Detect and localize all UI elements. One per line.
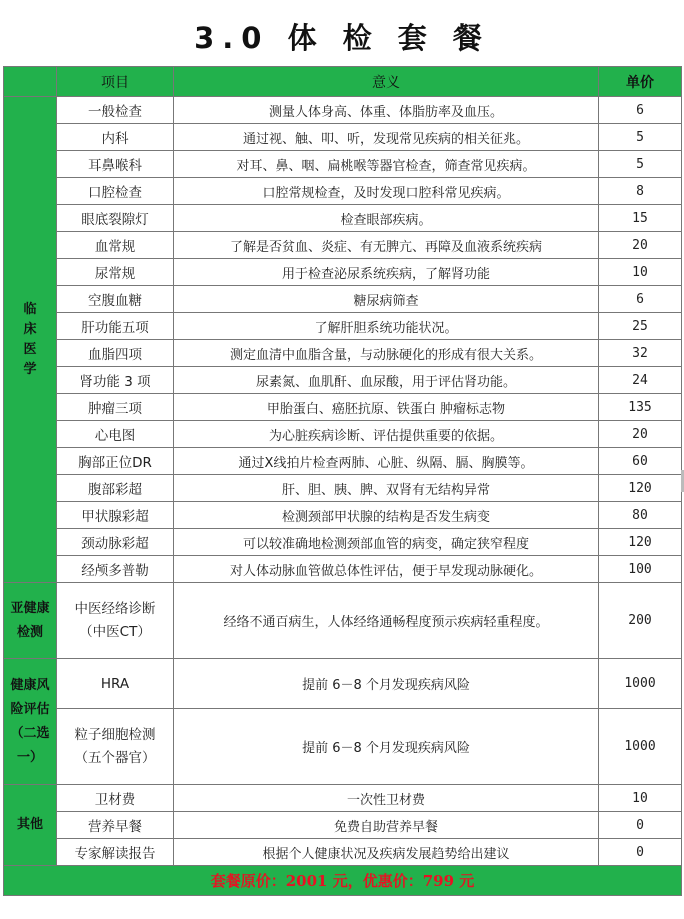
item-cell: 卫材费 bbox=[57, 785, 174, 812]
footer-row bbox=[4, 866, 682, 896]
price-cell: 10 bbox=[599, 259, 682, 286]
price-cell: 6 bbox=[599, 97, 682, 124]
meaning-cell: 一次性卫材费 bbox=[174, 785, 599, 812]
price-cell: 1000 bbox=[599, 659, 682, 709]
price-cell: 100 bbox=[599, 556, 682, 583]
item-cell: HRA bbox=[57, 659, 174, 709]
meaning-cell: 检测颈部甲状腺的结构是否发生病变 bbox=[174, 502, 599, 529]
item-cell bbox=[57, 709, 174, 785]
meaning-cell: 肝、胆、胰、脾、双肾有无结构异常 bbox=[174, 475, 599, 502]
table-row bbox=[4, 709, 682, 785]
item-cell: 血常规 bbox=[57, 232, 174, 259]
item-cell: 血脂四项 bbox=[57, 340, 174, 367]
meaning-cell: 对耳、鼻、咽、扁桃喉等器官检查，筛查常见疾病。 bbox=[174, 151, 599, 178]
table-row bbox=[4, 178, 682, 205]
item-cell bbox=[57, 583, 174, 659]
price-cell: 24 bbox=[599, 367, 682, 394]
header-price: 单价 bbox=[599, 67, 682, 97]
meaning-cell: 通过X线拍片检查两肺、心脏、纵隔、膈、胸膜等。 bbox=[174, 448, 599, 475]
meaning-cell: 根据个人健康状况及疾病发展趋势给出建议 bbox=[174, 839, 599, 866]
table-row bbox=[4, 340, 682, 367]
price-cell: 200 bbox=[599, 583, 682, 659]
table-row bbox=[4, 232, 682, 259]
page-title: 3.0 体 检 套 餐 bbox=[194, 21, 490, 55]
meaning-cell: 可以较准确地检测颈部血管的病变，确定狭窄程度 bbox=[174, 529, 599, 556]
item-cell: 肾功能 3 项 bbox=[57, 367, 174, 394]
table-row bbox=[4, 502, 682, 529]
item-line: 粒子细胞检测 bbox=[74, 726, 156, 743]
package-table bbox=[3, 66, 682, 896]
item-cell: 经颅多普勒 bbox=[57, 556, 174, 583]
item-cell: 营养早餐 bbox=[57, 812, 174, 839]
price-cell: 20 bbox=[599, 232, 682, 259]
price-cell: 10 bbox=[599, 785, 682, 812]
table-row bbox=[4, 475, 682, 502]
item-cell: 耳鼻喉科 bbox=[57, 151, 174, 178]
price-cell: 120 bbox=[599, 475, 682, 502]
item-cell: 甲状腺彩超 bbox=[57, 502, 174, 529]
price-cell: 1000 bbox=[599, 709, 682, 785]
table-row bbox=[4, 367, 682, 394]
price-cell: 6 bbox=[599, 286, 682, 313]
table-row bbox=[4, 97, 682, 124]
price-cell: 32 bbox=[599, 340, 682, 367]
item-cell: 眼底裂隙灯 bbox=[57, 205, 174, 232]
table-row bbox=[4, 812, 682, 839]
item-cell: 一般检查 bbox=[57, 97, 174, 124]
table-row bbox=[4, 124, 682, 151]
table-row bbox=[4, 151, 682, 178]
meaning-cell: 测定血清中血脂含量，与动脉硬化的形成有很大关系。 bbox=[174, 340, 599, 367]
meaning-cell: 通过视、触、叩、听，发现常见疾病的相关征兆。 bbox=[174, 124, 599, 151]
item-cell: 空腹血糖 bbox=[57, 286, 174, 313]
meaning-cell: 免费自助营养早餐 bbox=[174, 812, 599, 839]
table-row bbox=[4, 529, 682, 556]
item-cell: 专家解读报告 bbox=[57, 839, 174, 866]
table-row bbox=[4, 583, 682, 659]
item-line: 中医经络诊断 bbox=[74, 600, 156, 617]
price-cell: 25 bbox=[599, 313, 682, 340]
category-clinical: 临床医学 bbox=[4, 97, 57, 583]
meaning-cell: 提前 6－8 个月发现疾病风险 bbox=[174, 659, 599, 709]
meaning-cell: 尿素氮、血肌酐、血尿酸，用于评估肾功能。 bbox=[174, 367, 599, 394]
meaning-cell: 了解肝胆系统功能状况。 bbox=[174, 313, 599, 340]
header-category bbox=[4, 67, 57, 97]
meaning-cell: 经络不通百病生，人体经络通畅程度预示疾病轻重程度。 bbox=[174, 583, 599, 659]
table-row bbox=[4, 659, 682, 709]
price-summary: 套餐原价：2001 元，优惠价：799 元 bbox=[4, 866, 682, 896]
meaning-cell: 测量人体身高、体重、体脂肪率及血压。 bbox=[174, 97, 599, 124]
category-risk: 健康风险评估（二选一） bbox=[4, 659, 57, 785]
category-subhealth: 亚健康检测 bbox=[4, 583, 57, 659]
table-row bbox=[4, 286, 682, 313]
item-line: （五个器官） bbox=[74, 749, 156, 766]
meaning-cell: 提前 6－8 个月发现疾病风险 bbox=[174, 709, 599, 785]
price-cell: 60 bbox=[599, 448, 682, 475]
meaning-cell: 口腔常规检查，及时发现口腔科常见疾病。 bbox=[174, 178, 599, 205]
item-cell: 胸部正位DR bbox=[57, 448, 174, 475]
meaning-cell: 甲胎蛋白、癌胚抗原、铁蛋白 肿瘤标志物 bbox=[174, 394, 599, 421]
price-cell: 80 bbox=[599, 502, 682, 529]
price-cell: 15 bbox=[599, 205, 682, 232]
price-cell: 5 bbox=[599, 151, 682, 178]
item-line: （中医CT） bbox=[79, 623, 151, 640]
item-cell: 心电图 bbox=[57, 421, 174, 448]
price-cell: 8 bbox=[599, 178, 682, 205]
meaning-cell: 糖尿病筛查 bbox=[174, 286, 599, 313]
item-cell: 内科 bbox=[57, 124, 174, 151]
price-cell: 0 bbox=[599, 812, 682, 839]
meaning-cell: 用于检查泌尿系统疾病，了解肾功能 bbox=[174, 259, 599, 286]
table-row bbox=[4, 421, 682, 448]
category-other: 其他 bbox=[4, 785, 57, 866]
table-row bbox=[4, 259, 682, 286]
price-cell: 135 bbox=[599, 394, 682, 421]
price-cell: 0 bbox=[599, 839, 682, 866]
meaning-cell: 对人体动脉血管做总体性评估，便于早发现动脉硬化。 bbox=[174, 556, 599, 583]
price-cell: 120 bbox=[599, 529, 682, 556]
item-cell: 腹部彩超 bbox=[57, 475, 174, 502]
item-cell: 口腔检查 bbox=[57, 178, 174, 205]
item-cell: 尿常规 bbox=[57, 259, 174, 286]
item-cell: 肿瘤三项 bbox=[57, 394, 174, 421]
table-row bbox=[4, 205, 682, 232]
table-row bbox=[4, 839, 682, 866]
header-meaning: 意义 bbox=[174, 67, 599, 97]
item-cell: 颈动脉彩超 bbox=[57, 529, 174, 556]
meaning-cell: 为心脏疾病诊断、评估提供重要的依据。 bbox=[174, 421, 599, 448]
item-cell: 肝功能五项 bbox=[57, 313, 174, 340]
header-item: 项目 bbox=[57, 67, 174, 97]
meaning-cell: 了解是否贫血、炎症、有无脾亢、再障及血液系统疾病 bbox=[174, 232, 599, 259]
table-row bbox=[4, 313, 682, 340]
meaning-cell: 检查眼部疾病。 bbox=[174, 205, 599, 232]
table-row bbox=[4, 448, 682, 475]
header-row bbox=[4, 67, 682, 97]
price-cell: 20 bbox=[599, 421, 682, 448]
table-row bbox=[4, 394, 682, 421]
price-cell: 5 bbox=[599, 124, 682, 151]
table-row bbox=[4, 556, 682, 583]
table-row bbox=[4, 785, 682, 812]
